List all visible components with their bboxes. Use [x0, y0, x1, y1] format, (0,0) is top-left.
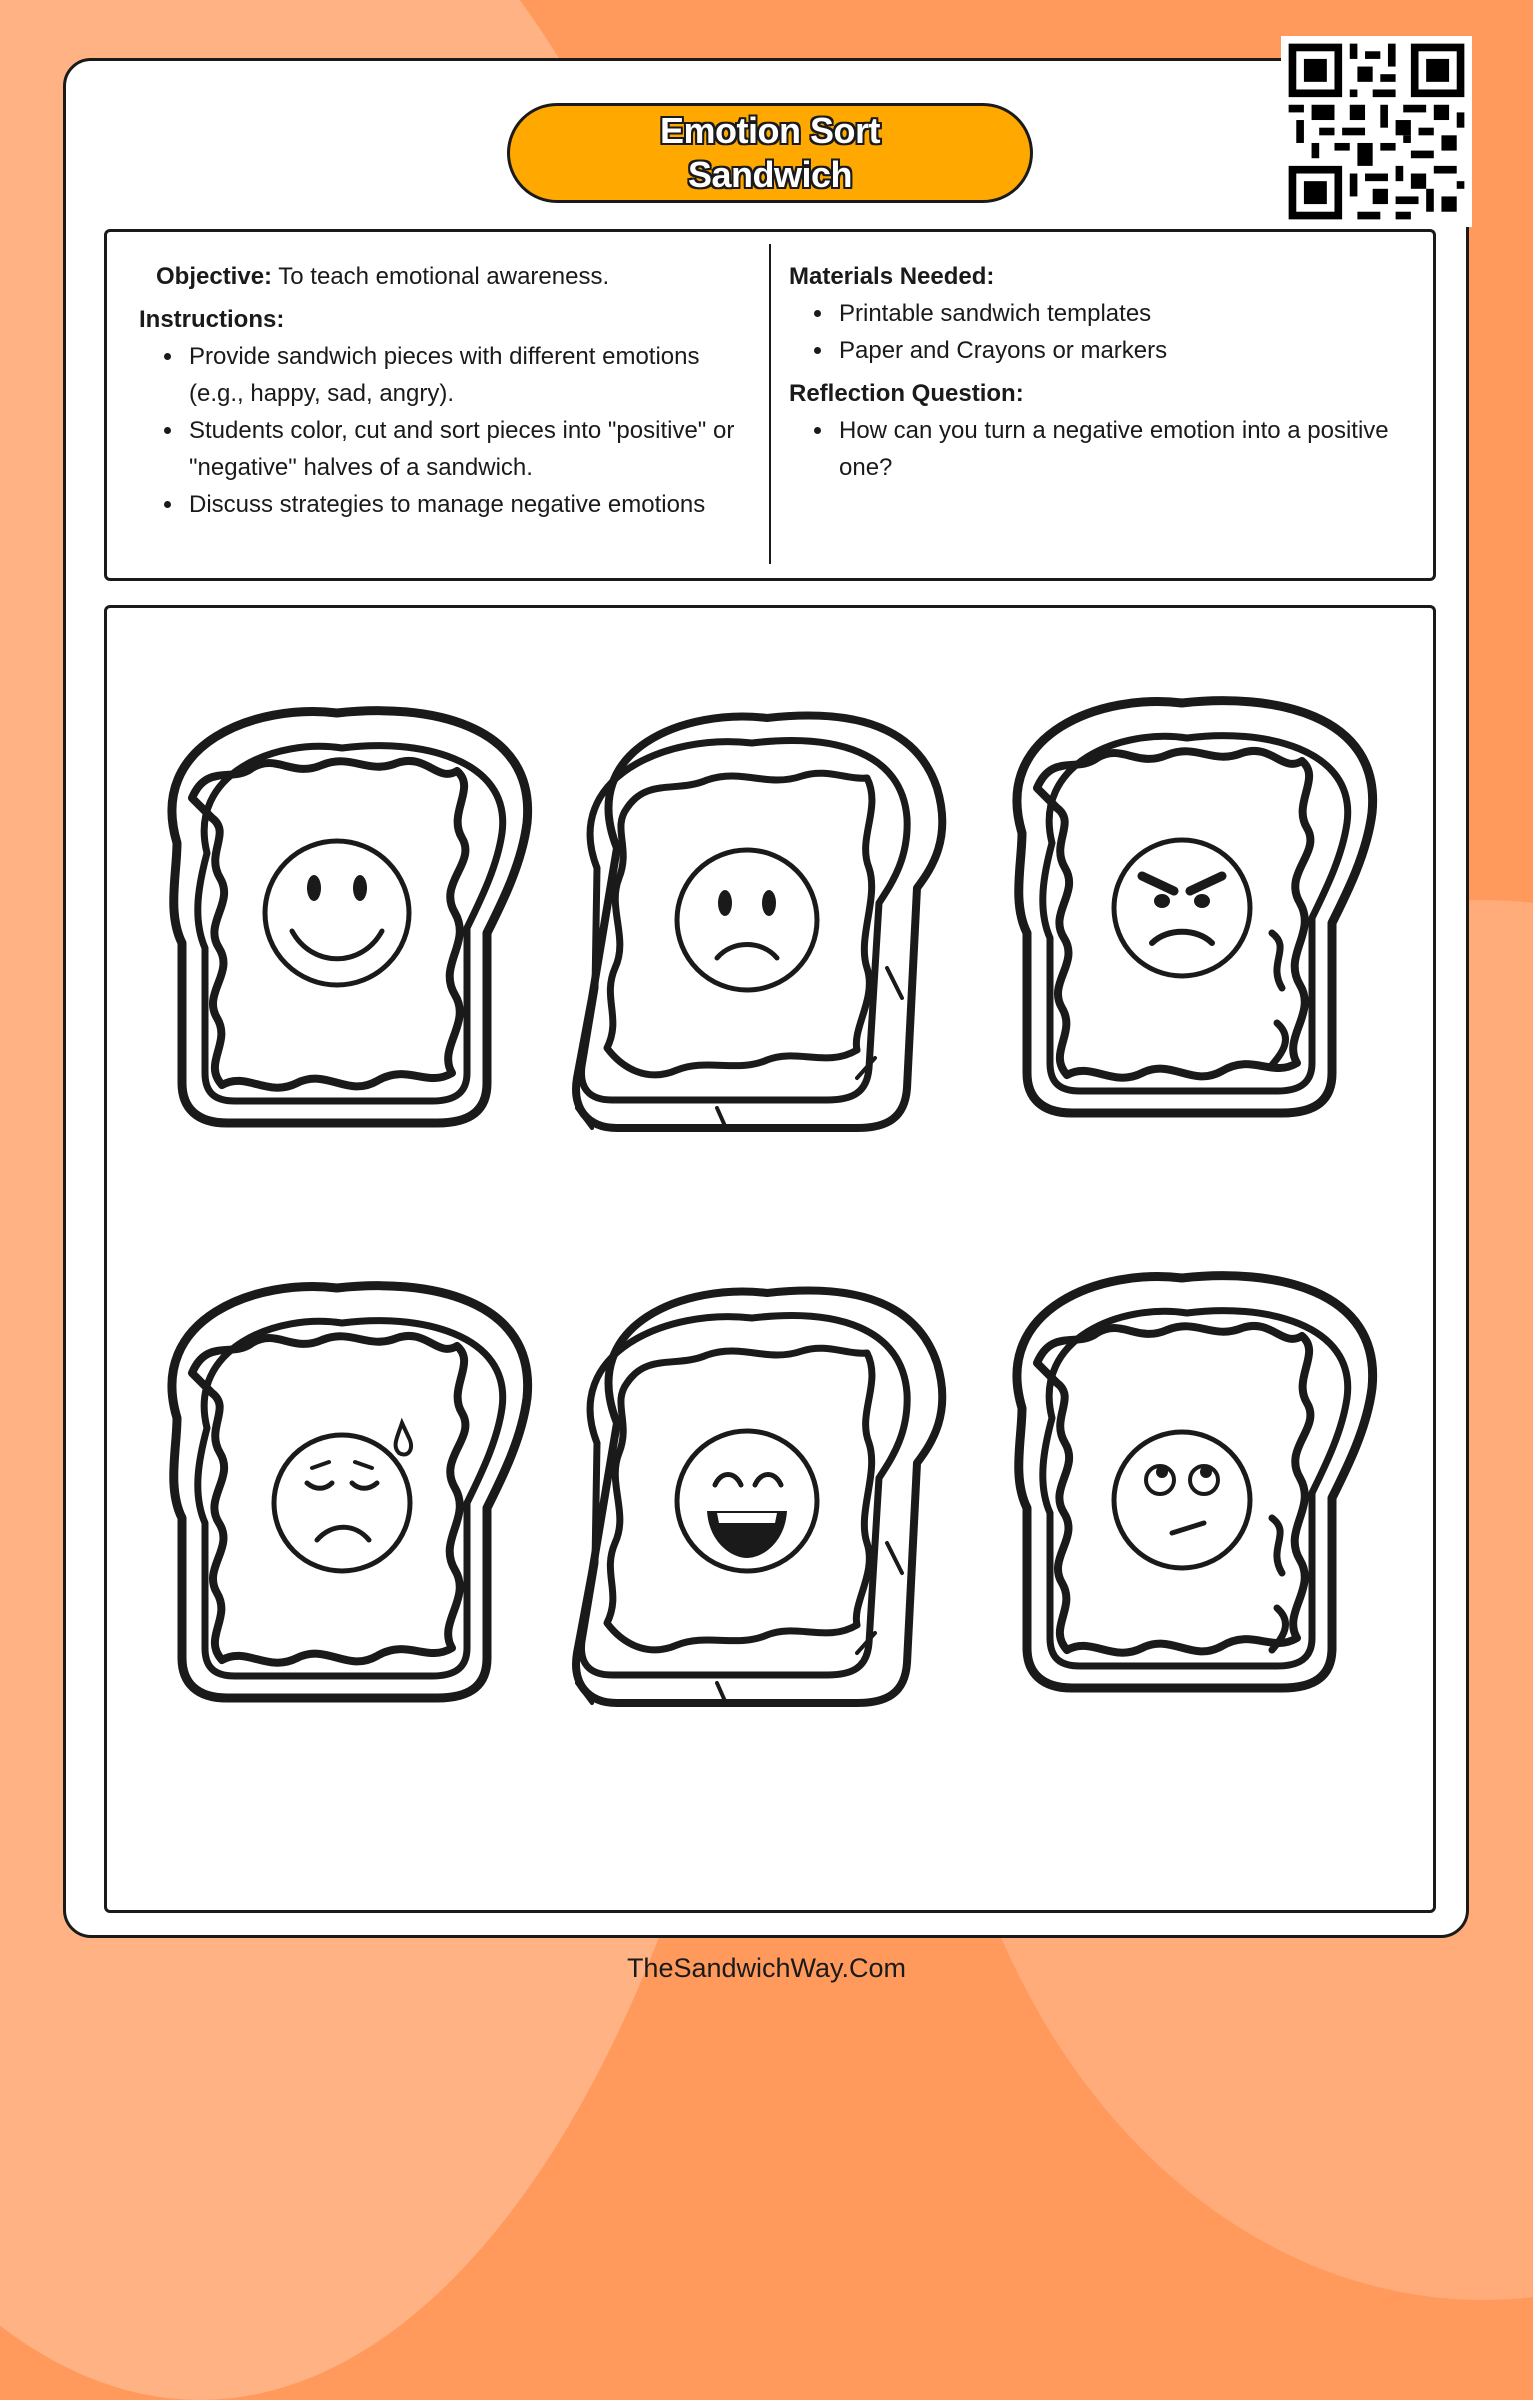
materials-list — [789, 295, 1409, 369]
title-line-1: Emotion Sort — [660, 110, 880, 151]
title-line-2: Sandwich — [687, 154, 853, 195]
qr-code — [1281, 36, 1472, 227]
objective-line — [139, 258, 759, 295]
sandwich-happy — [172, 711, 528, 1123]
list-item: • Discuss strategies to manage negative emotions — [185, 486, 759, 523]
sandwich-illustrations — [107, 608, 1433, 1910]
sandwich-art-panel — [104, 605, 1436, 1913]
title-banner — [507, 103, 1033, 203]
list-item: • Printable sandwich templates — [835, 295, 1409, 332]
instructions-heading: Instructions: — [139, 306, 285, 333]
sandwich-annoyed — [1017, 1276, 1373, 1688]
sandwich-anxious — [172, 1286, 528, 1698]
objective-text: To teach emotional awareness. — [272, 263, 610, 290]
info-right-column — [789, 258, 1409, 486]
objective-label: Objective: — [156, 263, 273, 290]
footer-website: TheSandwichWay.Com — [626, 1953, 907, 1983]
instructions-list — [139, 338, 759, 523]
qr-code-icon — [1281, 36, 1472, 227]
list-item: • Paper and Crayons or markers — [835, 332, 1409, 369]
info-left-column — [139, 258, 759, 523]
sandwich-angry — [1017, 701, 1373, 1113]
materials-heading: Materials Needed: — [789, 263, 995, 290]
list-item: • Provide sandwich pieces with different emotions (e.g., happy, sad, angry). — [185, 338, 759, 412]
reflection-heading: Reflection Question: — [789, 380, 1024, 407]
info-panel — [104, 229, 1436, 581]
worksheet-card — [63, 58, 1469, 1938]
list-item: • Students color, cut and sort pieces into "positive" or "negative" halves of a sandwich. — [185, 412, 759, 486]
list-item: • How can you turn a negative emotion into a positive one? — [835, 412, 1409, 486]
sandwich-sad — [576, 716, 942, 1128]
sandwich-excited — [576, 1291, 942, 1703]
reflection-list — [789, 412, 1409, 486]
column-divider — [769, 244, 771, 564]
